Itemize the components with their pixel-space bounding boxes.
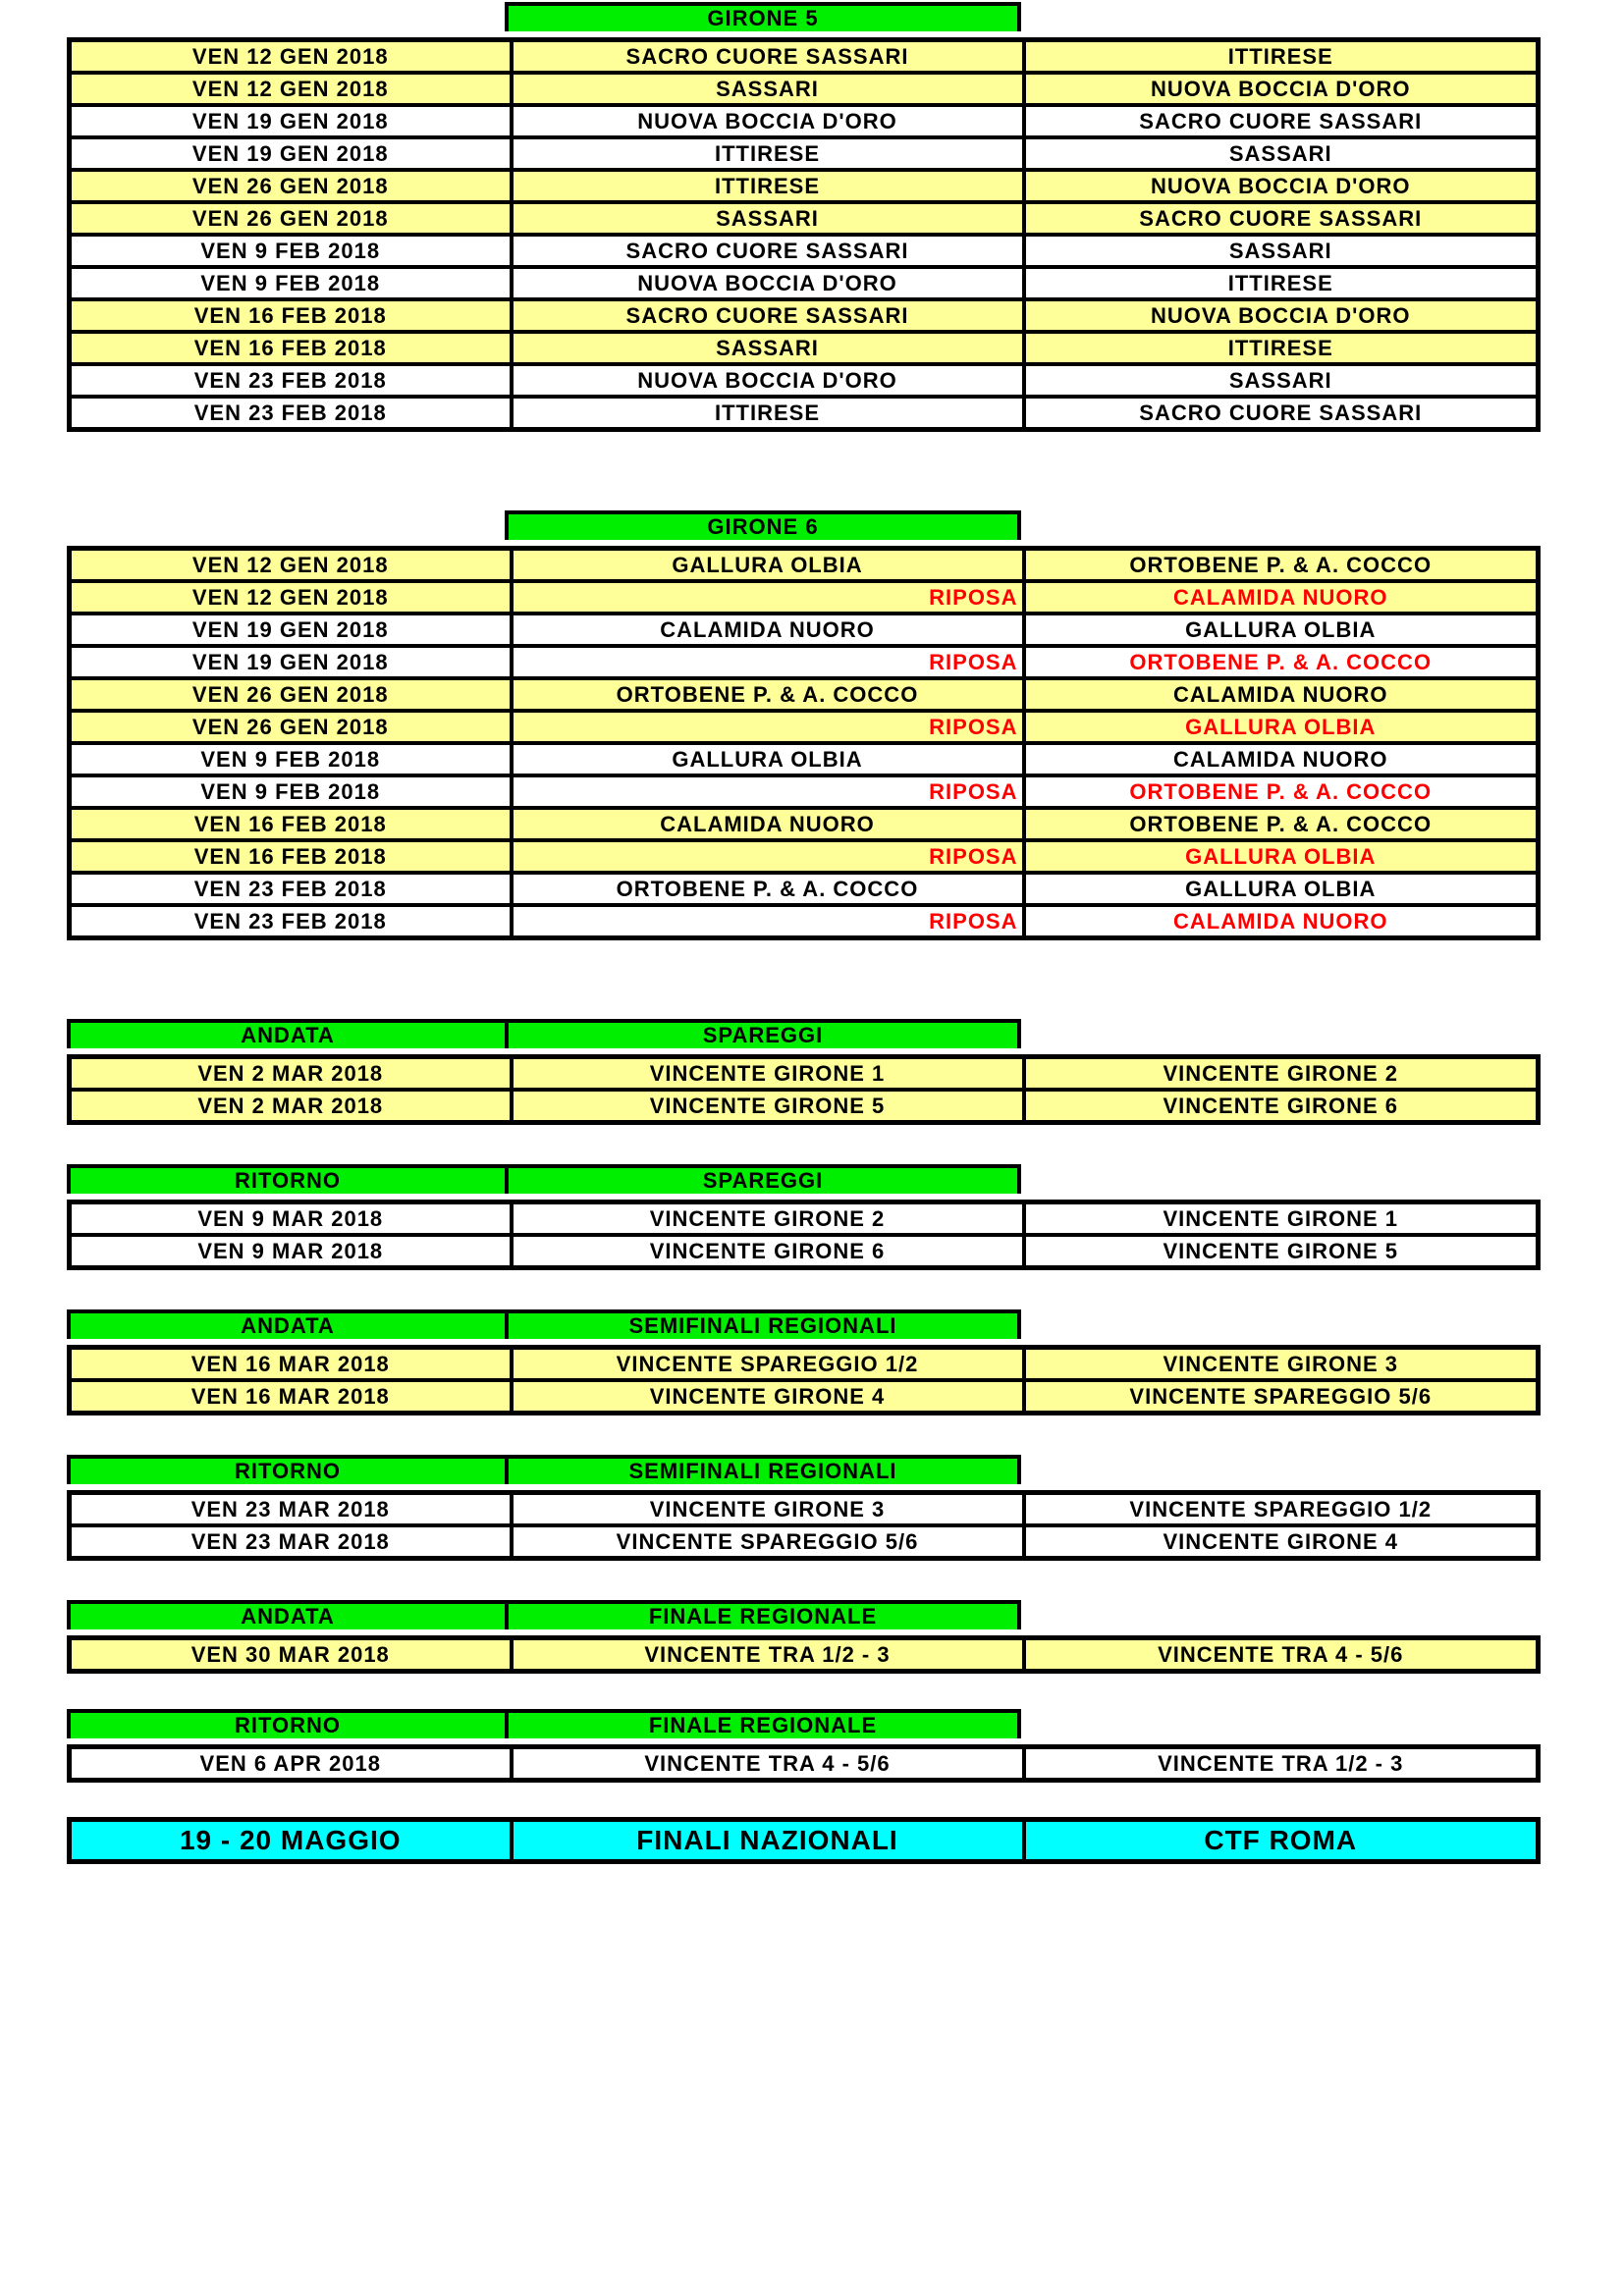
final-venue: CTF ROMA (1024, 1820, 1539, 1862)
table-row (70, 678, 1539, 711)
match-date: VEN 2 MAR 2018 (70, 1090, 512, 1123)
home-team: ORTOBENE P. & A. COCCO (512, 678, 1024, 711)
home-team: CALAMIDA NUORO (512, 614, 1024, 646)
match-date: VEN 9 FEB 2018 (70, 775, 512, 808)
finale-ritorno-table (67, 1744, 1541, 1783)
table-row (70, 1638, 1539, 1672)
home-team: NUOVA BOCCIA D'ORO (512, 267, 1024, 299)
match-date: VEN 9 FEB 2018 (70, 235, 512, 267)
table-row (70, 235, 1539, 267)
girone-5-table (67, 37, 1541, 432)
leg-label: ANDATA (67, 1309, 509, 1339)
rest-label: RIPOSA (512, 581, 1024, 614)
home-team: SACRO CUORE SASSARI (512, 40, 1024, 74)
table-row (70, 614, 1539, 646)
home-team: SACRO CUORE SASSARI (512, 299, 1024, 332)
leg-label: ANDATA (67, 1019, 509, 1048)
home-team: SACRO CUORE SASSARI (512, 235, 1024, 267)
leg-label: RITORNO (67, 1164, 509, 1194)
semifinali-andata-header (0, 1309, 1624, 1345)
girone-6-section (0, 510, 1624, 940)
table-row (70, 1348, 1539, 1381)
away-team: ITTIRESE (1024, 267, 1539, 299)
spareggi-ritorno-header (0, 1164, 1624, 1200)
table-row (70, 581, 1539, 614)
home-team: NUOVA BOCCIA D'ORO (512, 364, 1024, 397)
away-team: ORTOBENE P. & A. COCCO (1024, 549, 1539, 582)
home-team: VINCENTE GIRONE 6 (512, 1235, 1024, 1268)
match-date: VEN 19 GEN 2018 (70, 137, 512, 170)
away-team: NUOVA BOCCIA D'ORO (1024, 170, 1539, 202)
finale-ritorno-section (0, 1709, 1624, 1783)
away-team: CALAMIDA NUORO (1024, 678, 1539, 711)
match-date: VEN 16 FEB 2018 (70, 332, 512, 364)
away-team: CALAMIDA NUORO (1024, 743, 1539, 775)
table-row (70, 808, 1539, 840)
match-date: VEN 23 MAR 2018 (70, 1525, 512, 1559)
match-date: VEN 16 FEB 2018 (70, 808, 512, 840)
round-label: FINALE REGIONALE (505, 1600, 1021, 1629)
home-team: ORTOBENE P. & A. COCCO (512, 873, 1024, 905)
table-row (70, 711, 1539, 743)
match-date: VEN 16 FEB 2018 (70, 840, 512, 873)
resting-team: ORTOBENE P. & A. COCCO (1024, 646, 1539, 678)
final-event: FINALI NAZIONALI (512, 1820, 1024, 1862)
round-label: SPAREGGI (505, 1019, 1021, 1048)
semifinali-ritorno-header (0, 1455, 1624, 1490)
finale-andata-section (0, 1600, 1624, 1674)
away-team: VINCENTE GIRONE 3 (1024, 1348, 1539, 1381)
finale-andata-table (67, 1635, 1541, 1674)
semifinali-andata-section (0, 1309, 1624, 1415)
away-team: VINCENTE TRA 4 - 5/6 (1024, 1638, 1539, 1672)
final-dates: 19 - 20 MAGGIO (70, 1820, 512, 1862)
away-team: SACRO CUORE SASSARI (1024, 202, 1539, 235)
home-team: VINCENTE SPAREGGIO 5/6 (512, 1525, 1024, 1559)
table-row (70, 1747, 1539, 1781)
table-row (70, 1493, 1539, 1526)
round-label: SEMIFINALI REGIONALI (505, 1455, 1021, 1484)
leg-label: RITORNO (67, 1709, 509, 1738)
away-team: SACRO CUORE SASSARI (1024, 397, 1539, 430)
girone-6-title: GIRONE 6 (505, 510, 1021, 540)
table-row (70, 549, 1539, 582)
away-team: SACRO CUORE SASSARI (1024, 105, 1539, 137)
home-team: GALLURA OLBIA (512, 743, 1024, 775)
rest-label: RIPOSA (512, 775, 1024, 808)
match-date: VEN 23 MAR 2018 (70, 1493, 512, 1526)
match-date: VEN 9 FEB 2018 (70, 743, 512, 775)
table-row (70, 40, 1539, 74)
away-team: ORTOBENE P. & A. COCCO (1024, 808, 1539, 840)
away-team: VINCENTE GIRONE 6 (1024, 1090, 1539, 1123)
table-row (70, 646, 1539, 678)
table-row (70, 1202, 1539, 1236)
match-date: VEN 19 GEN 2018 (70, 105, 512, 137)
table-row (70, 397, 1539, 430)
round-label: FINALE REGIONALE (505, 1709, 1021, 1738)
match-date: VEN 26 GEN 2018 (70, 711, 512, 743)
round-label: SEMIFINALI REGIONALI (505, 1309, 1021, 1339)
table-row (70, 364, 1539, 397)
match-date: VEN 23 FEB 2018 (70, 397, 512, 430)
home-team: VINCENTE GIRONE 3 (512, 1493, 1024, 1526)
table-row (70, 1820, 1539, 1862)
girone-6-header (0, 510, 1624, 546)
match-date: VEN 12 GEN 2018 (70, 73, 512, 105)
match-date: VEN 19 GEN 2018 (70, 646, 512, 678)
away-team: VINCENTE GIRONE 5 (1024, 1235, 1539, 1268)
table-row (70, 299, 1539, 332)
match-date: VEN 9 MAR 2018 (70, 1202, 512, 1236)
match-date: VEN 6 APR 2018 (70, 1747, 512, 1781)
away-team: GALLURA OLBIA (1024, 614, 1539, 646)
away-team: VINCENTE SPAREGGIO 5/6 (1024, 1380, 1539, 1414)
away-team: VINCENTE GIRONE 2 (1024, 1057, 1539, 1091)
table-row (70, 105, 1539, 137)
match-date: VEN 30 MAR 2018 (70, 1638, 512, 1672)
home-team: ITTIRESE (512, 170, 1024, 202)
home-team: SASSARI (512, 73, 1024, 105)
spareggi-ritorno-section (0, 1164, 1624, 1270)
table-row (70, 202, 1539, 235)
finali-nazionali-section (0, 1817, 1624, 1864)
match-date: VEN 26 GEN 2018 (70, 170, 512, 202)
home-team: NUOVA BOCCIA D'ORO (512, 105, 1024, 137)
finale-andata-header (0, 1600, 1624, 1635)
round-label: SPAREGGI (505, 1164, 1021, 1194)
spareggi-andata-table (67, 1054, 1541, 1125)
rest-label: RIPOSA (512, 646, 1024, 678)
girone-5-header (0, 2, 1624, 37)
leg-label: RITORNO (67, 1455, 509, 1484)
table-row (70, 73, 1539, 105)
match-date: VEN 16 MAR 2018 (70, 1348, 512, 1381)
home-team: VINCENTE TRA 4 - 5/6 (512, 1747, 1024, 1781)
match-date: VEN 16 MAR 2018 (70, 1380, 512, 1414)
girone-5-title: GIRONE 5 (505, 2, 1021, 31)
home-team: VINCENTE GIRONE 2 (512, 1202, 1024, 1236)
match-date: VEN 23 FEB 2018 (70, 364, 512, 397)
away-team: SASSARI (1024, 137, 1539, 170)
resting-team: GALLURA OLBIA (1024, 711, 1539, 743)
finali-nazionali-table (67, 1817, 1541, 1864)
match-date: VEN 9 FEB 2018 (70, 267, 512, 299)
table-row (70, 1090, 1539, 1123)
home-team: VINCENTE GIRONE 4 (512, 1380, 1024, 1414)
match-date: VEN 26 GEN 2018 (70, 202, 512, 235)
away-team: VINCENTE GIRONE 4 (1024, 1525, 1539, 1559)
table-row (70, 775, 1539, 808)
table-row (70, 170, 1539, 202)
table-row (70, 743, 1539, 775)
match-date: VEN 19 GEN 2018 (70, 614, 512, 646)
resting-team: ORTOBENE P. & A. COCCO (1024, 775, 1539, 808)
home-team: SASSARI (512, 332, 1024, 364)
match-date: VEN 2 MAR 2018 (70, 1057, 512, 1091)
match-date: VEN 26 GEN 2018 (70, 678, 512, 711)
match-date: VEN 9 MAR 2018 (70, 1235, 512, 1268)
girone-6-table (67, 546, 1541, 940)
table-row (70, 1057, 1539, 1091)
away-team: VINCENTE TRA 1/2 - 3 (1024, 1747, 1539, 1781)
table-row (70, 267, 1539, 299)
match-date: VEN 16 FEB 2018 (70, 299, 512, 332)
table-row (70, 137, 1539, 170)
home-team: VINCENTE SPAREGGIO 1/2 (512, 1348, 1024, 1381)
away-team: GALLURA OLBIA (1024, 873, 1539, 905)
rest-label: RIPOSA (512, 905, 1024, 938)
girone-5-section (0, 2, 1624, 432)
home-team: GALLURA OLBIA (512, 549, 1024, 582)
table-row (70, 1380, 1539, 1414)
match-date: VEN 12 GEN 2018 (70, 581, 512, 614)
home-team: CALAMIDA NUORO (512, 808, 1024, 840)
leg-label: ANDATA (67, 1600, 509, 1629)
semifinali-andata-table (67, 1345, 1541, 1415)
home-team: ITTIRESE (512, 137, 1024, 170)
match-date: VEN 12 GEN 2018 (70, 40, 512, 74)
away-team: VINCENTE SPAREGGIO 1/2 (1024, 1493, 1539, 1526)
spareggi-ritorno-table (67, 1200, 1541, 1270)
away-team: SASSARI (1024, 364, 1539, 397)
finale-ritorno-header (0, 1709, 1624, 1744)
table-row (70, 873, 1539, 905)
away-team: NUOVA BOCCIA D'ORO (1024, 73, 1539, 105)
home-team: SASSARI (512, 202, 1024, 235)
spareggi-andata-header (0, 1019, 1624, 1054)
home-team: VINCENTE TRA 1/2 - 3 (512, 1638, 1024, 1672)
semifinali-ritorno-section (0, 1455, 1624, 1561)
away-team: ITTIRESE (1024, 332, 1539, 364)
away-team: ITTIRESE (1024, 40, 1539, 74)
table-row (70, 905, 1539, 938)
match-date: VEN 12 GEN 2018 (70, 549, 512, 582)
semifinali-ritorno-table (67, 1490, 1541, 1561)
away-team: NUOVA BOCCIA D'ORO (1024, 299, 1539, 332)
home-team: VINCENTE GIRONE 5 (512, 1090, 1024, 1123)
away-team: SASSARI (1024, 235, 1539, 267)
match-date: VEN 23 FEB 2018 (70, 905, 512, 938)
rest-label: RIPOSA (512, 840, 1024, 873)
resting-team: GALLURA OLBIA (1024, 840, 1539, 873)
resting-team: CALAMIDA NUORO (1024, 905, 1539, 938)
table-row (70, 332, 1539, 364)
away-team: VINCENTE GIRONE 1 (1024, 1202, 1539, 1236)
resting-team: CALAMIDA NUORO (1024, 581, 1539, 614)
match-date: VEN 23 FEB 2018 (70, 873, 512, 905)
table-row (70, 1235, 1539, 1268)
table-row (70, 840, 1539, 873)
home-team: ITTIRESE (512, 397, 1024, 430)
table-row (70, 1525, 1539, 1559)
rest-label: RIPOSA (512, 711, 1024, 743)
spareggi-andata-section (0, 1019, 1624, 1125)
home-team: VINCENTE GIRONE 1 (512, 1057, 1024, 1091)
